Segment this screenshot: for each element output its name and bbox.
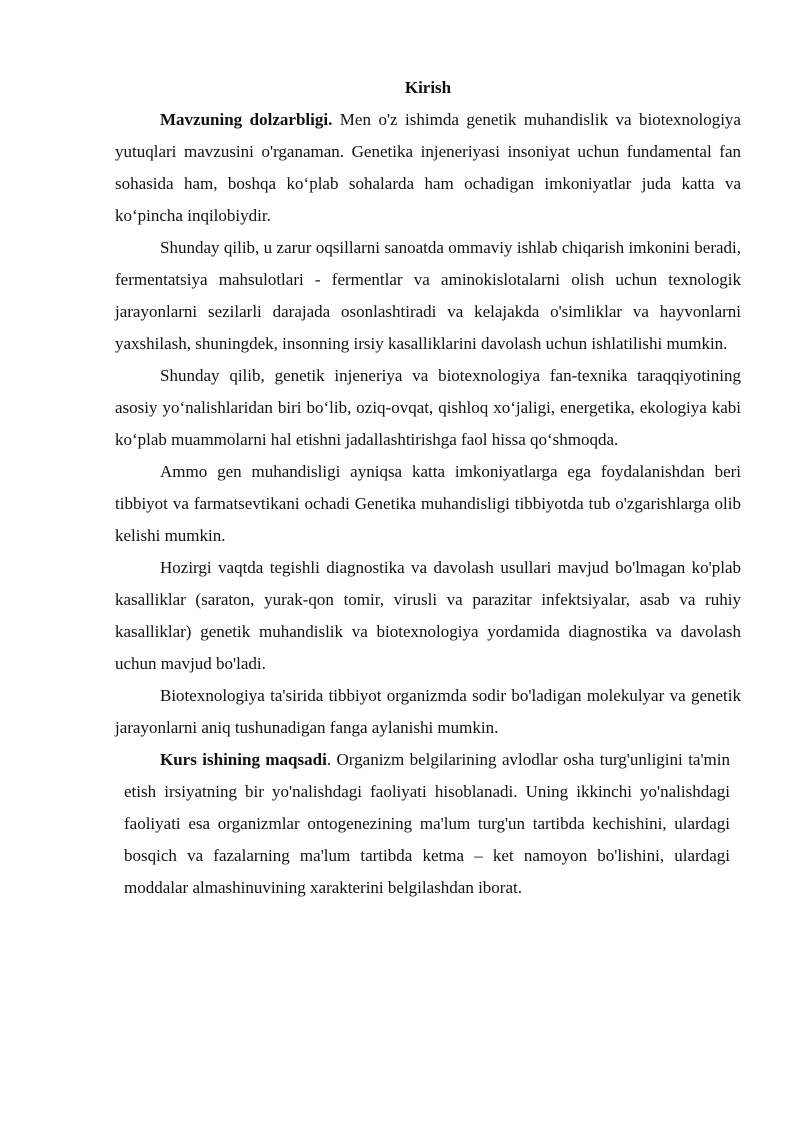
paragraph-text: Hozirgi vaqtda tegishli diagnostika va davolash usullari mavjud bo'lmagan ko'plab kasalliklar (saraton, yurak-qon tomir, virusli va parazitar infektsiyalar, asab va ruhiy kasalliklar) genetik muhandislik va biotexnologiya yordamida diagnostika va davolash uchun mavjud bo'ladi.	[115, 558, 741, 673]
paragraph-text: . Organizm belgilarining avlodlar osha turg'unligini ta'min etish irsiyatning bir yo'nalishdagi faoliyati hisoblanadi. Uning ikkinchi yo'nalishdagi faoliyati esa organizmlar ontogenezining ma'lum turg'un tartibda kechishini, ulardagi bosqich va fazalarning ma'lum tartibda ketma – ket namoyon bo'lishini, ulardagi moddalar almashinuvining xarakterini belgilashdan iborat.	[124, 750, 730, 897]
paragraph	[115, 456, 741, 552]
document-page	[115, 74, 741, 904]
paragraph-lead: Kurs ishining maqsadi	[160, 750, 327, 769]
paragraph-text: Ammo gen muhandisligi ayniqsa katta imkoniyatlarga ega foydalanishdan beri tibbiyot va farmatsevtikani ochadi Genetika muhandisligi tibbiyotda tub o'zgarishlarga olib kelishi mumkin.	[115, 462, 741, 545]
paragraph	[115, 232, 741, 360]
paragraph-relevance	[115, 104, 741, 232]
page-title: Kirish	[404, 78, 452, 97]
paragraph	[115, 360, 741, 456]
paragraph	[115, 552, 741, 680]
paragraph-text: Shunday qilib, u zarur oqsillarni sanoatda ommaviy ishlab chiqarish imkonini beradi, fermentatsiya mahsulotlari - fermentlar va aminokislotalarni olish uchun texnologik jarayonlarni sezilarli darajada osonlashtiradi va kelajakda o'simliklar va hayvonlarni yaxshilash, shuningdek, insonning irsiy kasalliklarini davolash uchun ishlatilishi mumkin.	[115, 238, 741, 353]
course-goal-block	[124, 744, 730, 904]
paragraph-course-goal	[124, 744, 730, 904]
paragraph-text: Biotexnologiya ta'sirida tibbiyot organizmda sodir bo'ladigan molekulyar va genetik jarayonlarni aniq tushunadigan fanga aylanishi mumkin.	[115, 686, 741, 737]
paragraph-text: Men o'z ishimda genetik muhandislik va biotexnologiya yutuqlari mavzusini o'rganaman. Genetika injeneriyasi insoniyat uchun fundamental fan sohasida ham, boshqa koʻplab sohalarda ham ochadigan imkoniyatlar juda katta va koʻpincha inqilobiydir.	[115, 110, 741, 225]
paragraph	[115, 680, 741, 744]
paragraph-text: Shunday qilib, genetik injeneriya va biotexnologiya fan-texnika taraqqiyotining asosiy yoʻnalishlaridan biri boʻlib, oziq-ovqat, qishloq xoʻjaligi, energetika, ekologiya kabi koʻplab muammolarni hal etishni jadallashtirishga faol hissa qoʻshmoqda.	[115, 366, 741, 449]
paragraph-lead: Mavzuning dolzarbligi.	[160, 110, 333, 129]
